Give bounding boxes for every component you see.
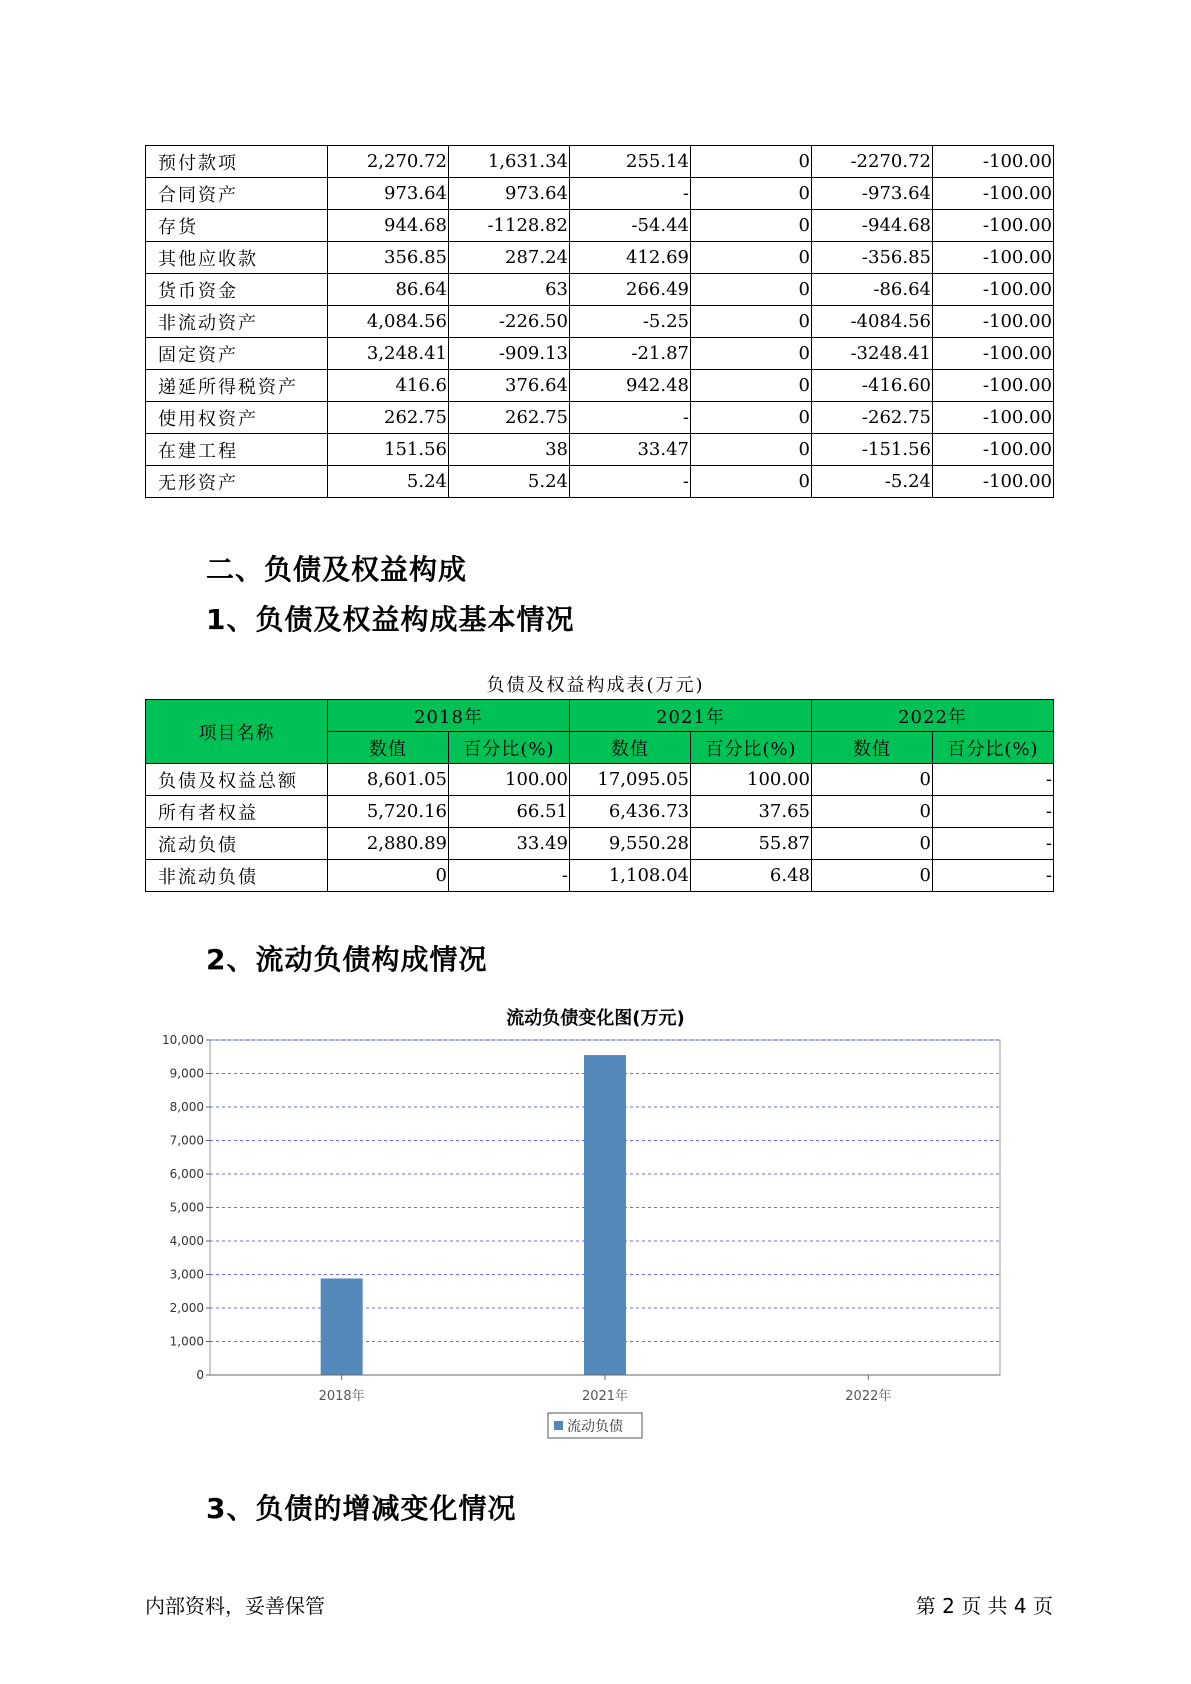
table-cell: 0 xyxy=(691,402,812,434)
item-name-header: 项目名称 xyxy=(146,700,328,764)
table-caption: 负债及权益构成表(万元) xyxy=(486,675,705,696)
table-cell: 33.49 xyxy=(449,828,570,860)
table-cell: -973.64 xyxy=(812,178,933,210)
table-cell: 262.75 xyxy=(328,402,449,434)
asset-change-table xyxy=(145,145,1054,498)
table-cell: - xyxy=(933,860,1054,892)
table-row xyxy=(146,242,1054,274)
percent-header: 百分比(%) xyxy=(933,732,1054,764)
table-cell: - xyxy=(933,764,1054,796)
table-cell: -100.00 xyxy=(933,178,1054,210)
legend-label: 流动负债 xyxy=(567,1419,623,1435)
table-cell: 287.24 xyxy=(449,242,570,274)
y-tick-label: 0 xyxy=(196,1368,204,1382)
y-tick-label: 4,000 xyxy=(169,1234,204,1248)
table-cell: 1,108.04 xyxy=(570,860,691,892)
row-label: 非流动资产 xyxy=(146,306,328,338)
bar xyxy=(321,1278,363,1375)
legend-swatch xyxy=(554,1421,563,1430)
row-label: 使用权资产 xyxy=(146,402,328,434)
row-label: 预付款项 xyxy=(146,146,328,178)
section-title: 二、负债及权益构成 xyxy=(206,553,468,586)
table-cell: -5.25 xyxy=(570,306,691,338)
row-label: 存货 xyxy=(146,210,328,242)
table-cell: -54.44 xyxy=(570,210,691,242)
table-row xyxy=(146,274,1054,306)
bars xyxy=(321,1055,626,1375)
y-tick-label: 10,000 xyxy=(162,1033,204,1047)
table-cell: 0 xyxy=(812,796,933,828)
row-label: 所有者权益 xyxy=(146,796,328,828)
table-cell: 0 xyxy=(328,860,449,892)
table-cell: 151.56 xyxy=(328,434,449,466)
table-cell: -100.00 xyxy=(933,338,1054,370)
table-cell: -262.75 xyxy=(812,402,933,434)
table-cell: -4084.56 xyxy=(812,306,933,338)
table-cell: 262.75 xyxy=(449,402,570,434)
table-cell: - xyxy=(570,402,691,434)
table-cell: 0 xyxy=(812,764,933,796)
table-cell: 0 xyxy=(691,434,812,466)
row-label: 固定资产 xyxy=(146,338,328,370)
percent-header: 百分比(%) xyxy=(691,732,812,764)
y-tick-label: 7,000 xyxy=(169,1133,204,1148)
row-label: 非流动负债 xyxy=(146,860,328,892)
y-tick-label: 6,000 xyxy=(169,1167,204,1181)
table-cell: -21.87 xyxy=(570,338,691,370)
chart-title: 流动负债变化图(万元) xyxy=(506,1008,685,1029)
table-cell: 86.64 xyxy=(328,274,449,306)
y-tick-label: 2,000 xyxy=(169,1301,204,1315)
table-cell: 2,880.89 xyxy=(328,828,449,860)
table-row xyxy=(146,402,1054,434)
table-row xyxy=(146,146,1054,178)
row-label: 无形资产 xyxy=(146,466,328,498)
table-cell: 63 xyxy=(449,274,570,306)
table-cell: -100.00 xyxy=(933,370,1054,402)
y-tick-label: 1,000 xyxy=(169,1334,204,1349)
table-cell: -100.00 xyxy=(933,210,1054,242)
table-cell: 5,720.16 xyxy=(328,796,449,828)
table-cell: 8,601.05 xyxy=(328,764,449,796)
table-cell: 100.00 xyxy=(449,764,570,796)
row-label: 其他应收款 xyxy=(146,242,328,274)
table-cell: 6.48 xyxy=(691,860,812,892)
table-cell: -416.60 xyxy=(812,370,933,402)
table-row xyxy=(146,338,1054,370)
table-row xyxy=(146,764,1054,796)
table-cell: 0 xyxy=(691,242,812,274)
table-cell: 0 xyxy=(691,306,812,338)
table-row xyxy=(146,178,1054,210)
table-cell: 412.69 xyxy=(570,242,691,274)
table-cell: - xyxy=(449,860,570,892)
year-header: 2022年 xyxy=(812,700,1054,732)
table-cell: 0 xyxy=(691,210,812,242)
table-cell: 4,084.56 xyxy=(328,306,449,338)
table-cell: 973.64 xyxy=(449,178,570,210)
table-cell: - xyxy=(570,178,691,210)
table-cell: 0 xyxy=(691,466,812,498)
footer-page-number: 第 2 页 共 4 页 xyxy=(915,1594,1053,1618)
current-liabilities-bar-chart xyxy=(145,1030,1045,1460)
table-cell: 9,550.28 xyxy=(570,828,691,860)
table-cell: 356.85 xyxy=(328,242,449,274)
x-tick-label: 2022年 xyxy=(845,1389,892,1404)
table-cell: 55.87 xyxy=(691,828,812,860)
x-tick-label: 2018年 xyxy=(318,1389,365,1404)
table-cell: 266.49 xyxy=(570,274,691,306)
table-cell: -3248.41 xyxy=(812,338,933,370)
table-cell: 17,095.05 xyxy=(570,764,691,796)
table-cell: 2,270.72 xyxy=(328,146,449,178)
table-cell: -1128.82 xyxy=(449,210,570,242)
table-row xyxy=(146,796,1054,828)
table-cell: 5.24 xyxy=(449,466,570,498)
table-cell: 376.64 xyxy=(449,370,570,402)
y-axis xyxy=(162,1033,210,1382)
table-cell: 255.14 xyxy=(570,146,691,178)
table-cell: 0 xyxy=(812,860,933,892)
table-cell: 38 xyxy=(449,434,570,466)
table-row xyxy=(146,828,1054,860)
table-cell: -100.00 xyxy=(933,466,1054,498)
y-tick-label: 5,000 xyxy=(169,1200,204,1215)
table-cell: 416.6 xyxy=(328,370,449,402)
table-cell: 6,436.73 xyxy=(570,796,691,828)
percent-header: 百分比(%) xyxy=(449,732,570,764)
row-label: 递延所得税资产 xyxy=(146,370,328,402)
table-row xyxy=(146,370,1054,402)
table-row xyxy=(146,306,1054,338)
x-axis xyxy=(210,1375,1000,1404)
value-header: 数值 xyxy=(812,732,933,764)
table-cell: 1,631.34 xyxy=(449,146,570,178)
table-cell: 973.64 xyxy=(328,178,449,210)
bar xyxy=(584,1055,626,1375)
table-cell: -100.00 xyxy=(933,434,1054,466)
table-row xyxy=(146,210,1054,242)
table-cell: 0 xyxy=(691,178,812,210)
table-cell: -5.24 xyxy=(812,466,933,498)
table-cell: -100.00 xyxy=(933,146,1054,178)
footer-confidential: 内部资料，妥善保管 xyxy=(145,1594,325,1618)
row-label: 流动负债 xyxy=(146,828,328,860)
table-cell: 37.65 xyxy=(691,796,812,828)
table-cell: 0 xyxy=(691,146,812,178)
row-label: 在建工程 xyxy=(146,434,328,466)
year-header: 2018年 xyxy=(328,700,570,732)
table-row xyxy=(146,434,1054,466)
table-cell: -86.64 xyxy=(812,274,933,306)
table-cell: 0 xyxy=(691,338,812,370)
y-tick-label: 9,000 xyxy=(169,1066,204,1081)
table-cell: - xyxy=(933,828,1054,860)
table-cell: -226.50 xyxy=(449,306,570,338)
table-row xyxy=(146,466,1054,498)
table-cell: 942.48 xyxy=(570,370,691,402)
table-cell: 66.51 xyxy=(449,796,570,828)
y-tick-label: 3,000 xyxy=(169,1267,204,1282)
table-cell: 0 xyxy=(691,274,812,306)
subsection-title-1: 1、负债及权益构成基本情况 xyxy=(206,603,575,636)
row-label: 货币资金 xyxy=(146,274,328,306)
table-cell: - xyxy=(933,796,1054,828)
table-cell: 33.47 xyxy=(570,434,691,466)
table-cell: -100.00 xyxy=(933,402,1054,434)
row-label: 合同资产 xyxy=(146,178,328,210)
table-cell: -2270.72 xyxy=(812,146,933,178)
table-cell: -356.85 xyxy=(812,242,933,274)
year-header: 2021年 xyxy=(570,700,812,732)
table-cell: -944.68 xyxy=(812,210,933,242)
table-cell: 3,248.41 xyxy=(328,338,449,370)
table-cell: - xyxy=(570,466,691,498)
table-cell: -100.00 xyxy=(933,242,1054,274)
value-header: 数值 xyxy=(570,732,691,764)
table-cell: -909.13 xyxy=(449,338,570,370)
table-cell: 5.24 xyxy=(328,466,449,498)
subsection-title-2: 2、流动负债构成情况 xyxy=(206,943,488,976)
value-header: 数值 xyxy=(328,732,449,764)
table-cell: -151.56 xyxy=(812,434,933,466)
chart-legend xyxy=(548,1413,642,1438)
liability-equity-table xyxy=(145,699,1054,892)
table-cell: -100.00 xyxy=(933,306,1054,338)
x-tick-label: 2021年 xyxy=(581,1389,629,1404)
table-cell: 0 xyxy=(691,370,812,402)
table-cell: 100.00 xyxy=(691,764,812,796)
subsection-title-3: 3、负债的增减变化情况 xyxy=(206,1492,517,1525)
table-cell: 0 xyxy=(812,828,933,860)
table-cell: 944.68 xyxy=(328,210,449,242)
y-tick-label: 8,000 xyxy=(169,1100,204,1114)
table-cell: -100.00 xyxy=(933,274,1054,306)
table-row xyxy=(146,860,1054,892)
row-label: 负债及权益总额 xyxy=(146,764,328,796)
